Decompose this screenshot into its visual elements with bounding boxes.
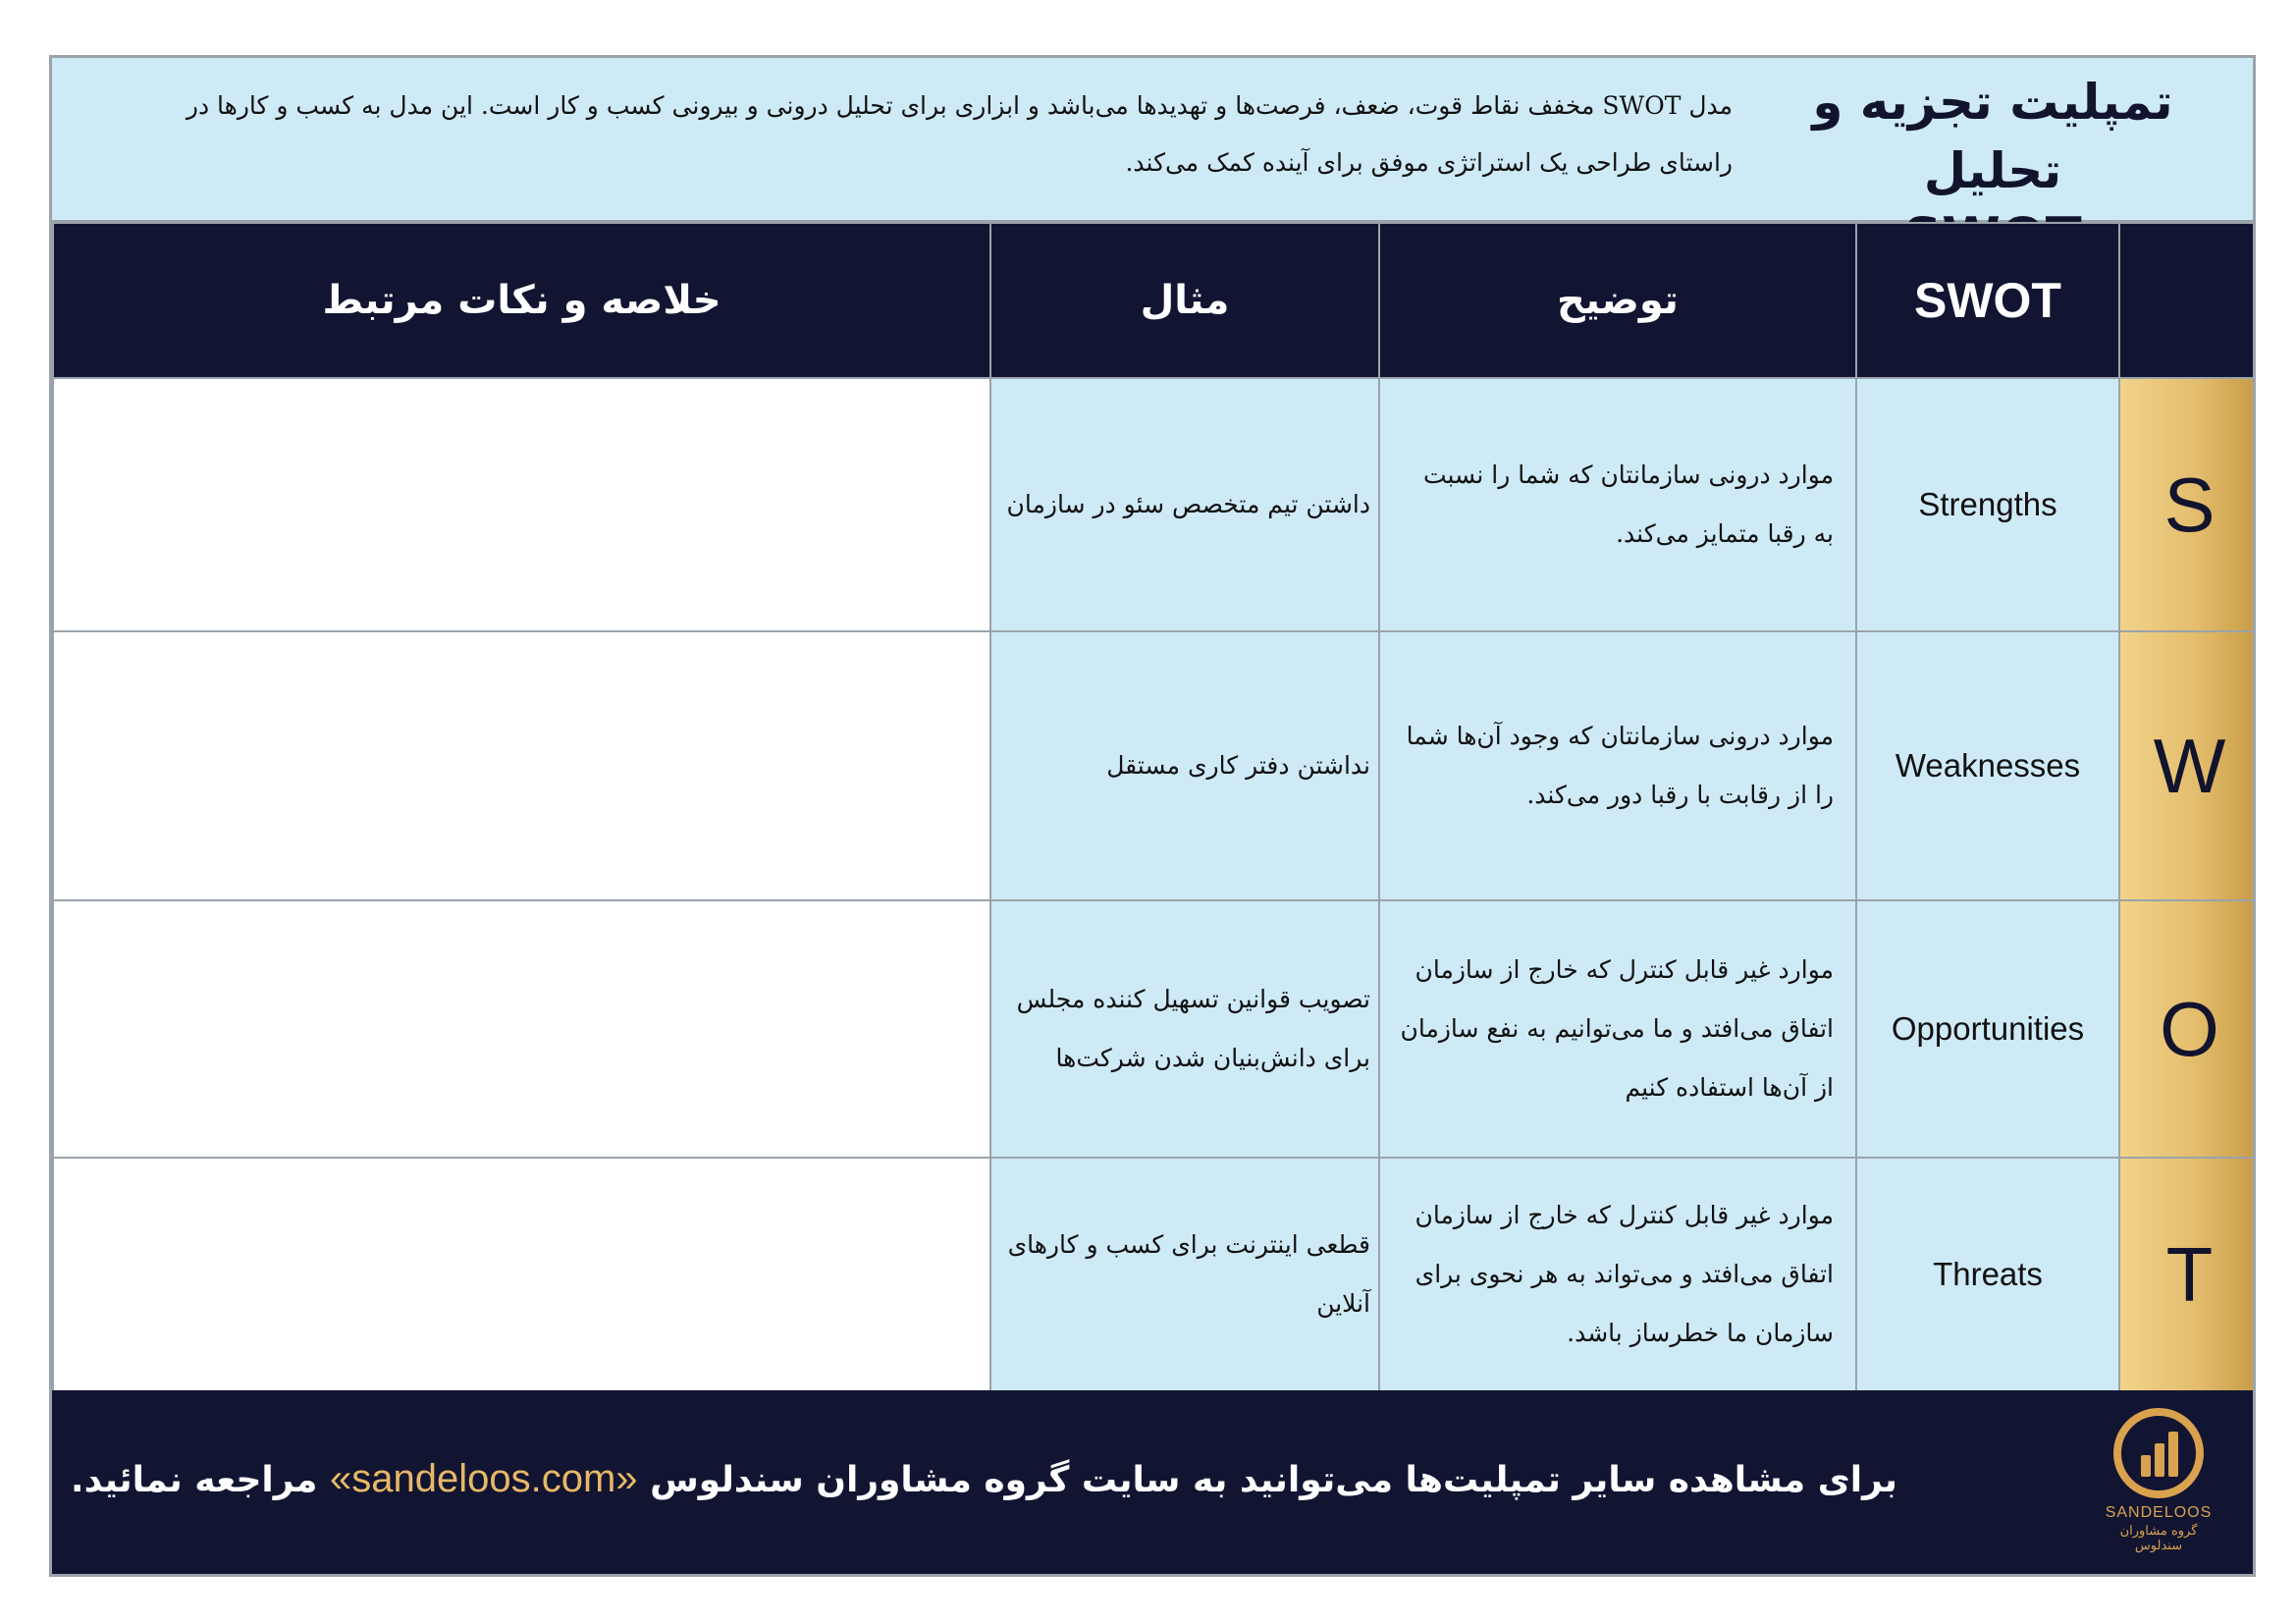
header <box>52 58 2253 222</box>
table-row-threats <box>53 1158 2256 1391</box>
summary-cell[interactable] <box>53 1158 990 1391</box>
explanation-text: موارد درونی سازمانتان که وجود آن‌ها شما را از رقابت با رقبا دور می‌کند. <box>1406 722 1834 809</box>
website-link[interactable]: «sandeloos.com» <box>329 1457 638 1500</box>
gold-corner-cell <box>2119 223 2256 378</box>
explanation-text: موارد درونی سازمانتان که شما را نسبت به رقبا متمایز می‌کند. <box>1422 460 1834 548</box>
description-line-2: راستای طراحی یک استراتژی موفق برای آینده کمک می‌کند. <box>1125 148 1733 177</box>
swot-name: Weaknesses <box>1856 631 2119 900</box>
logo-name: SANDELOOS <box>2105 1504 2213 1521</box>
logo-chart-icon <box>2113 1408 2204 1498</box>
footer <box>52 1390 2253 1577</box>
table-header-row <box>53 223 2256 378</box>
template-frame <box>49 55 2256 1577</box>
example-cell <box>990 631 1379 900</box>
example-text: داشتن تیم متخصص سئو در سازمان <box>1006 490 1370 518</box>
column-header-explanation: توضیح <box>1379 223 1856 378</box>
table-row-strengths <box>53 378 2256 631</box>
example-text: تصویب قوانین تسهیل کننده مجلس برای دانش‌بنیان شدن شرکت‌ها <box>1016 985 1370 1072</box>
explanation-cell <box>1379 631 1856 900</box>
swot-letter: W <box>2119 631 2256 900</box>
example-cell <box>990 1158 1379 1391</box>
summary-cell[interactable] <box>53 631 990 900</box>
table-row-opportunities <box>53 900 2256 1158</box>
sandeloos-logo <box>2102 1408 2216 1553</box>
column-header-example: مثال <box>990 223 1379 378</box>
summary-cell[interactable] <box>53 378 990 631</box>
example-text: نداشتن دفتر کاری مستقل <box>1106 751 1370 780</box>
explanation-cell <box>1379 378 1856 631</box>
swot-name: Threats <box>1856 1158 2119 1391</box>
swot-table <box>52 222 2256 1392</box>
explanation-text: موارد غیر قابل کنترل که خارج از سازمان اتفاق می‌افتد و ما می‌توانیم به نفع سازمان از آن‌ها استفاده کنیم <box>1400 955 1834 1102</box>
logo-subtitle: گروه مشاوران سندلوس <box>2119 1524 2198 1553</box>
swot-name: Strengths <box>1856 378 2119 631</box>
column-header-swot: SWOT <box>1856 223 2119 378</box>
swot-letter: T <box>2119 1158 2256 1391</box>
swot-name: Opportunities <box>1856 900 2119 1158</box>
table-row-weaknesses <box>53 631 2256 900</box>
explanation-text: موارد غیر قابل کنترل که خارج از سازمان اتفاق می‌افتد و می‌تواند به هر نحوی برای سازمان ما خطرساز باشد. <box>1415 1201 1834 1347</box>
example-text: قطعی اینترنت برای کسب و کارهای آنلاین <box>1007 1230 1370 1318</box>
description <box>123 78 1733 191</box>
title-line-1: تمپلیت تجزیه و تحلیل <box>1812 74 2173 199</box>
column-header-summary: خلاصه و نکات مرتبط <box>53 223 990 378</box>
summary-cell[interactable] <box>53 900 990 1158</box>
explanation-cell <box>1379 1158 1856 1391</box>
footer-text <box>70 1449 1897 1510</box>
explanation-cell <box>1379 900 1856 1158</box>
example-cell <box>990 378 1379 631</box>
example-cell <box>990 900 1379 1158</box>
swot-letter: S <box>2119 378 2256 631</box>
swot-letter: O <box>2119 900 2256 1158</box>
description-line-1: مدل SWOT مخفف نقاط قوت، ضعف، فرصت‌ها و تهدیدها می‌باشد و ابزاری برای تحلیل درونی و بیرونی کسب و کار است. این مدل به کسب و کارها در <box>186 91 1733 120</box>
footer-text-after: مراجعه نمائید. <box>70 1460 318 1500</box>
footer-text-before: برای مشاهده سایر تمپلیت‌ها می‌توانید به سایت گروه مشاوران سندلوس <box>650 1460 1897 1500</box>
